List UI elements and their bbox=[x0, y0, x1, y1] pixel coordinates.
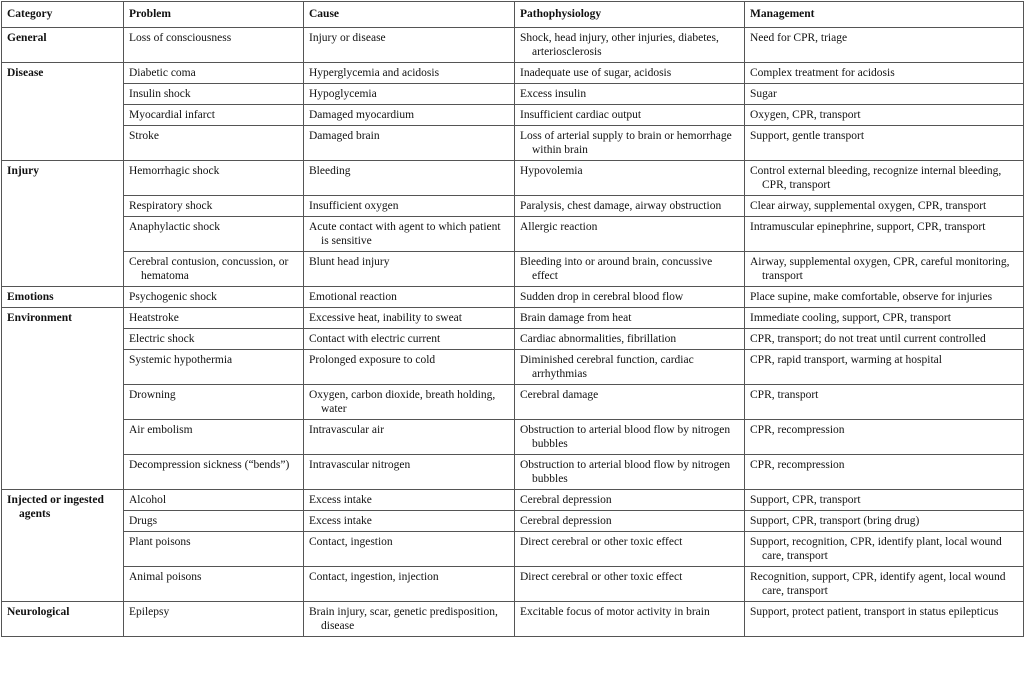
pathophysiology-cell bbox=[515, 252, 745, 287]
table-row bbox=[2, 126, 1024, 161]
problem-cell bbox=[124, 602, 304, 637]
problem-cell bbox=[124, 287, 304, 308]
problem-cell bbox=[124, 385, 304, 420]
category-label: Disease bbox=[7, 67, 44, 79]
pathophysiology-cell bbox=[515, 420, 745, 455]
cause-cell-text: Injury or disease bbox=[309, 32, 386, 44]
problem-cell-text: Diabetic coma bbox=[129, 67, 196, 79]
cause-cell bbox=[304, 126, 515, 161]
management-cell-text: Support, gentle transport bbox=[750, 130, 865, 142]
cause-cell-text: Oxygen, carbon dioxide, breath holding, water bbox=[309, 389, 496, 415]
category-cell bbox=[2, 28, 124, 63]
pathophysiology-cell-text: Cerebral depression bbox=[520, 494, 612, 506]
pathophysiology-cell-text: Hypovolemia bbox=[520, 165, 583, 177]
cause-cell bbox=[304, 455, 515, 490]
pathophysiology-cell-text: Allergic reaction bbox=[520, 221, 598, 233]
management-cell-text: Support, recognition, CPR, identify plant, local wound care, transport bbox=[750, 536, 1002, 562]
cause-cell-text: Insufficient oxygen bbox=[309, 200, 399, 212]
pathophysiology-cell-text: Cerebral depression bbox=[520, 515, 612, 527]
management-cell bbox=[745, 28, 1024, 63]
pathophysiology-cell-text: Shock, head injury, other injuries, diabetes, arteriosclerosis bbox=[520, 32, 719, 58]
table-row bbox=[2, 84, 1024, 105]
pathophysiology-cell bbox=[515, 602, 745, 637]
management-cell bbox=[745, 308, 1024, 329]
pathophysiology-cell bbox=[515, 287, 745, 308]
category-cell bbox=[2, 287, 124, 308]
cause-cell bbox=[304, 308, 515, 329]
problem-cell-text: Anaphylactic shock bbox=[129, 221, 221, 233]
management-cell bbox=[745, 196, 1024, 217]
management-cell bbox=[745, 420, 1024, 455]
problem-cell-text: Cerebral contusion, concussion, or hematoma bbox=[129, 256, 289, 282]
pathophysiology-cell bbox=[515, 329, 745, 350]
pathophysiology-cell bbox=[515, 567, 745, 602]
cause-cell-text: Hyperglycemia and acidosis bbox=[309, 67, 440, 79]
problem-cell bbox=[124, 455, 304, 490]
problem-cell-text: Drowning bbox=[129, 389, 176, 401]
cause-cell-text: Blunt head injury bbox=[309, 256, 390, 268]
management-cell bbox=[745, 105, 1024, 126]
problem-cell-text: Electric shock bbox=[129, 333, 195, 345]
header-row bbox=[2, 2, 1024, 28]
table-row bbox=[2, 161, 1024, 196]
problem-cell bbox=[124, 329, 304, 350]
cause-cell bbox=[304, 385, 515, 420]
cause-cell-text: Intravascular nitrogen bbox=[309, 459, 411, 471]
management-cell-text: CPR, rapid transport, warming at hospital bbox=[750, 354, 942, 366]
table-row bbox=[2, 329, 1024, 350]
category-cell bbox=[2, 602, 124, 637]
problem-cell-text: Decompression sickness (“bends”) bbox=[129, 459, 290, 471]
pathophysiology-cell-text: Brain damage from heat bbox=[520, 312, 632, 324]
problem-cell bbox=[124, 532, 304, 567]
pathophysiology-cell bbox=[515, 350, 745, 385]
table-row bbox=[2, 28, 1024, 63]
problem-cell-text: Heatstroke bbox=[129, 312, 179, 324]
pathophysiology-cell-text: Obstruction to arterial blood flow by nitrogen bubbles bbox=[520, 459, 731, 485]
cause-cell bbox=[304, 567, 515, 602]
problem-cell bbox=[124, 252, 304, 287]
cause-cell bbox=[304, 329, 515, 350]
management-cell-text: Airway, supplemental oxygen, CPR, careful monitoring, transport bbox=[750, 256, 1010, 282]
cause-cell-text: Contact, ingestion bbox=[309, 536, 393, 548]
cause-cell-text: Brain injury, scar, genetic predisposition, disease bbox=[309, 606, 498, 632]
pathophysiology-cell bbox=[515, 490, 745, 511]
pathophysiology-cell-text: Loss of arterial supply to brain or hemorrhage within brain bbox=[520, 130, 732, 156]
table-row bbox=[2, 63, 1024, 84]
problem-cell-text: Insulin shock bbox=[129, 88, 191, 100]
header-category: Category bbox=[2, 2, 124, 28]
cause-cell-text: Damaged brain bbox=[309, 130, 380, 142]
management-cell-text: CPR, transport bbox=[750, 389, 819, 401]
cause-cell bbox=[304, 84, 515, 105]
category-label: General bbox=[7, 32, 47, 44]
management-cell bbox=[745, 511, 1024, 532]
problem-cell-text: Alcohol bbox=[129, 494, 167, 506]
category-cell bbox=[2, 490, 124, 602]
category-label: Environment bbox=[7, 312, 72, 324]
cause-cell bbox=[304, 420, 515, 455]
category-cell bbox=[2, 63, 124, 161]
pathophysiology-cell bbox=[515, 511, 745, 532]
category-label: Injury bbox=[7, 165, 39, 177]
management-cell-text: CPR, transport; do not treat until current controlled bbox=[750, 333, 986, 345]
cause-cell-text: Contact with electric current bbox=[309, 333, 441, 345]
management-cell bbox=[745, 490, 1024, 511]
category-label: Neurological bbox=[7, 606, 70, 618]
management-cell bbox=[745, 252, 1024, 287]
management-cell-text: Complex treatment for acidosis bbox=[750, 67, 895, 79]
cause-cell bbox=[304, 602, 515, 637]
cause-cell bbox=[304, 63, 515, 84]
pathophysiology-cell-text: Excitable focus of motor activity in brain bbox=[520, 606, 710, 618]
table-row bbox=[2, 252, 1024, 287]
problem-cell-text: Psychogenic shock bbox=[129, 291, 217, 303]
cause-cell bbox=[304, 28, 515, 63]
pathophysiology-cell bbox=[515, 161, 745, 196]
pathophysiology-cell bbox=[515, 84, 745, 105]
management-cell-text: Oxygen, CPR, transport bbox=[750, 109, 861, 121]
management-cell-text: Intramuscular epinephrine, support, CPR, transport bbox=[750, 221, 986, 233]
cause-cell-text: Prolonged exposure to cold bbox=[309, 354, 436, 366]
problem-cell bbox=[124, 63, 304, 84]
pathophysiology-cell-text: Obstruction to arterial blood flow by nitrogen bubbles bbox=[520, 424, 731, 450]
category-cell bbox=[2, 161, 124, 287]
pathophysiology-cell-text: Sudden drop in cerebral blood flow bbox=[520, 291, 684, 303]
table-row bbox=[2, 602, 1024, 637]
management-cell bbox=[745, 217, 1024, 252]
management-cell bbox=[745, 63, 1024, 84]
pathophysiology-cell-text: Direct cerebral or other toxic effect bbox=[520, 571, 683, 583]
cause-cell-text: Excess intake bbox=[309, 515, 372, 527]
pathophysiology-cell-text: Direct cerebral or other toxic effect bbox=[520, 536, 683, 548]
pathophysiology-cell-text: Insufficient cardiac output bbox=[520, 109, 642, 121]
table-row bbox=[2, 308, 1024, 329]
table-row bbox=[2, 385, 1024, 420]
management-cell bbox=[745, 161, 1024, 196]
problem-cell-text: Animal poisons bbox=[129, 571, 202, 583]
problem-cell-text: Air embolism bbox=[129, 424, 193, 436]
cause-cell-text: Acute contact with agent to which patient is sensitive bbox=[309, 221, 501, 247]
management-cell-text: Sugar bbox=[750, 88, 777, 100]
cause-cell-text: Excess intake bbox=[309, 494, 372, 506]
cause-cell-text: Bleeding bbox=[309, 165, 351, 177]
problem-cell bbox=[124, 126, 304, 161]
management-cell bbox=[745, 350, 1024, 385]
problem-cell-text: Stroke bbox=[129, 130, 160, 142]
category-label: Injected or ingested agents bbox=[7, 494, 104, 520]
table-body bbox=[2, 28, 1024, 637]
pathophysiology-cell bbox=[515, 63, 745, 84]
category-label: Emotions bbox=[7, 291, 54, 303]
category-cell bbox=[2, 308, 124, 490]
pathophysiology-cell-text: Paralysis, chest damage, airway obstruction bbox=[520, 200, 722, 212]
problem-cell bbox=[124, 161, 304, 196]
cause-cell bbox=[304, 287, 515, 308]
header-management: Management bbox=[745, 2, 1024, 28]
table-row bbox=[2, 490, 1024, 511]
management-cell bbox=[745, 126, 1024, 161]
cause-cell bbox=[304, 161, 515, 196]
cause-cell-text: Emotional reaction bbox=[309, 291, 397, 303]
problem-cell-text: Loss of consciousness bbox=[129, 32, 232, 44]
cause-cell bbox=[304, 217, 515, 252]
pathophysiology-cell bbox=[515, 196, 745, 217]
pathophysiology-cell bbox=[515, 28, 745, 63]
table-row bbox=[2, 196, 1024, 217]
management-cell bbox=[745, 329, 1024, 350]
problem-cell-text: Myocardial infarct bbox=[129, 109, 215, 121]
problem-cell bbox=[124, 196, 304, 217]
pathophysiology-cell bbox=[515, 217, 745, 252]
problem-cell-text: Respiratory shock bbox=[129, 200, 213, 212]
management-cell-text: Support, protect patient, transport in status epilepticus bbox=[750, 606, 999, 618]
problem-cell bbox=[124, 567, 304, 602]
table-row bbox=[2, 511, 1024, 532]
management-cell bbox=[745, 287, 1024, 308]
management-cell bbox=[745, 567, 1024, 602]
management-cell-text: CPR, recompression bbox=[750, 459, 845, 471]
pathophysiology-cell bbox=[515, 308, 745, 329]
table-row bbox=[2, 105, 1024, 126]
header-pathophysiology: Pathophysiology bbox=[515, 2, 745, 28]
problem-cell-text: Systemic hypothermia bbox=[129, 354, 233, 366]
pathophysiology-cell bbox=[515, 126, 745, 161]
pathophysiology-cell-text: Bleeding into or around brain, concussive effect bbox=[520, 256, 713, 282]
pathophysiology-cell-text: Cerebral damage bbox=[520, 389, 599, 401]
management-cell-text: CPR, recompression bbox=[750, 424, 845, 436]
table-row bbox=[2, 287, 1024, 308]
problem-cell bbox=[124, 350, 304, 385]
pathophysiology-cell-text: Inadequate use of sugar, acidosis bbox=[520, 67, 672, 79]
cause-cell bbox=[304, 196, 515, 217]
problem-cell-text: Drugs bbox=[129, 515, 158, 527]
pathophysiology-cell-text: Excess insulin bbox=[520, 88, 587, 100]
management-cell-text: Control external bleeding, recognize internal bleeding, CPR, transport bbox=[750, 165, 1002, 191]
management-cell-text: Immediate cooling, support, CPR, transport bbox=[750, 312, 951, 324]
management-cell bbox=[745, 455, 1024, 490]
header-problem: Problem bbox=[124, 2, 304, 28]
management-cell-text: Clear airway, supplemental oxygen, CPR, transport bbox=[750, 200, 987, 212]
cause-cell-text: Intravascular air bbox=[309, 424, 385, 436]
problem-cell bbox=[124, 308, 304, 329]
cause-cell bbox=[304, 532, 515, 567]
pathophysiology-cell bbox=[515, 532, 745, 567]
problem-cell bbox=[124, 28, 304, 63]
table-row bbox=[2, 350, 1024, 385]
pathophysiology-cell bbox=[515, 455, 745, 490]
problem-cell bbox=[124, 420, 304, 455]
problem-cell bbox=[124, 217, 304, 252]
cause-cell-text: Contact, ingestion, injection bbox=[309, 571, 439, 583]
problem-cell-text: Epilepsy bbox=[129, 606, 170, 618]
management-cell-text: Place supine, make comfortable, observe for injuries bbox=[750, 291, 993, 303]
management-cell bbox=[745, 84, 1024, 105]
table-row bbox=[2, 420, 1024, 455]
pathophysiology-cell-text: Diminished cerebral function, cardiac arrhythmias bbox=[520, 354, 694, 380]
pathophysiology-cell bbox=[515, 105, 745, 126]
table-row bbox=[2, 455, 1024, 490]
table-row bbox=[2, 532, 1024, 567]
management-cell bbox=[745, 532, 1024, 567]
management-cell-text: Need for CPR, triage bbox=[750, 32, 848, 44]
table-row bbox=[2, 217, 1024, 252]
pathophysiology-cell-text: Cardiac abnormalities, fibrillation bbox=[520, 333, 677, 345]
cause-cell-text: Hypoglycemia bbox=[309, 88, 377, 100]
problem-cell bbox=[124, 490, 304, 511]
management-cell-text: Support, CPR, transport bbox=[750, 494, 861, 506]
cause-cell-text: Excessive heat, inability to sweat bbox=[309, 312, 462, 324]
cause-cell bbox=[304, 511, 515, 532]
problem-cell bbox=[124, 84, 304, 105]
cause-cell-text: Damaged myocardium bbox=[309, 109, 415, 121]
management-cell bbox=[745, 602, 1024, 637]
conditions-table bbox=[1, 1, 1024, 637]
problem-cell-text: Hemorrhagic shock bbox=[129, 165, 220, 177]
header-cause: Cause bbox=[304, 2, 515, 28]
management-cell bbox=[745, 385, 1024, 420]
management-cell-text: Support, CPR, transport (bring drug) bbox=[750, 515, 920, 527]
management-cell-text: Recognition, support, CPR, identify agent, local wound care, transport bbox=[750, 571, 1006, 597]
problem-cell bbox=[124, 511, 304, 532]
cause-cell bbox=[304, 252, 515, 287]
cause-cell bbox=[304, 350, 515, 385]
problem-cell bbox=[124, 105, 304, 126]
problem-cell-text: Plant poisons bbox=[129, 536, 191, 548]
cause-cell bbox=[304, 490, 515, 511]
pathophysiology-cell bbox=[515, 385, 745, 420]
cause-cell bbox=[304, 105, 515, 126]
table-row bbox=[2, 567, 1024, 602]
